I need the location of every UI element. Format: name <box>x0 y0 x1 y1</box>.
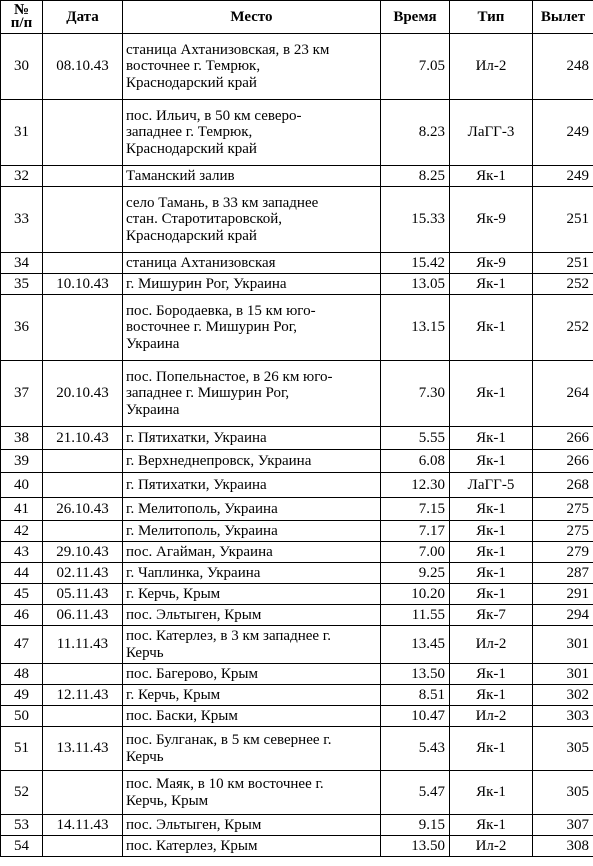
row-sortie: 251 <box>533 187 593 253</box>
row-number: 35 <box>1 274 43 295</box>
row-place <box>123 836 381 857</box>
row-number: 49 <box>1 685 43 706</box>
place-line: пос. Катерлез, в 3 км западнее г. <box>126 628 332 645</box>
row-place <box>123 295 381 361</box>
row-number: 30 <box>1 34 43 100</box>
row-date <box>43 187 123 253</box>
row-time: 8.23 <box>381 100 450 166</box>
row-place <box>123 542 381 563</box>
row-type: Як-7 <box>450 605 533 626</box>
row-number: 42 <box>1 521 43 542</box>
row-type: Як-1 <box>450 563 533 584</box>
row-number: 46 <box>1 605 43 626</box>
row-time: 5.55 <box>381 427 450 450</box>
row-number: 38 <box>1 427 43 450</box>
row-time: 5.47 <box>381 771 450 815</box>
table-row <box>1 187 593 253</box>
row-type: Як-1 <box>450 584 533 605</box>
row-date: 05.11.43 <box>43 584 123 605</box>
row-place <box>123 361 381 427</box>
row-number: 53 <box>1 815 43 836</box>
place-line: г. Мелитополь, Украина <box>126 500 278 517</box>
place-line: Керчь, Крым <box>126 792 209 809</box>
row-place <box>123 706 381 727</box>
row-time: 13.05 <box>381 274 450 295</box>
row-sortie: 252 <box>533 295 593 361</box>
table-row <box>1 361 593 427</box>
place-line: пос. Бородаевка, в 15 км юго- <box>126 302 316 319</box>
table-row <box>1 815 593 836</box>
row-date: 10.10.43 <box>43 274 123 295</box>
row-time: 15.33 <box>381 187 450 253</box>
row-date <box>43 706 123 727</box>
row-date <box>43 166 123 187</box>
row-number: 40 <box>1 473 43 498</box>
row-date <box>43 295 123 361</box>
table-row <box>1 836 593 857</box>
table-row <box>1 473 593 498</box>
row-date <box>43 664 123 685</box>
table-row <box>1 427 593 450</box>
place-line: западнее г. Темрюк, <box>126 124 253 141</box>
table-row <box>1 727 593 771</box>
row-place <box>123 664 381 685</box>
row-type: Як-1 <box>450 361 533 427</box>
row-type: Як-1 <box>450 542 533 563</box>
place-line: пос. Попельнастое, в 26 км юго- <box>126 368 333 385</box>
row-number: 47 <box>1 626 43 664</box>
row-type: Як-1 <box>450 771 533 815</box>
row-type: Ил-2 <box>450 626 533 664</box>
table-row <box>1 563 593 584</box>
place-line: пос. Маяк, в 10 км восточнее г. <box>126 776 324 793</box>
row-time: 7.00 <box>381 542 450 563</box>
row-type: Як-1 <box>450 166 533 187</box>
row-sortie: 303 <box>533 706 593 727</box>
header-number-line2: п/п <box>10 15 33 31</box>
place-line: Краснодарский край <box>126 74 257 91</box>
row-time: 9.15 <box>381 815 450 836</box>
row-sortie: 305 <box>533 771 593 815</box>
row-time: 9.25 <box>381 563 450 584</box>
row-number: 33 <box>1 187 43 253</box>
row-place <box>123 521 381 542</box>
row-date <box>43 771 123 815</box>
row-place <box>123 498 381 521</box>
row-sortie: 305 <box>533 727 593 771</box>
place-line: Керчь <box>126 644 164 661</box>
row-place <box>123 274 381 295</box>
row-type: Ил-2 <box>450 34 533 100</box>
place-line: село Тамань, в 33 км западнее <box>126 194 319 211</box>
row-time: 7.30 <box>381 361 450 427</box>
row-time: 8.51 <box>381 685 450 706</box>
row-place <box>123 427 381 450</box>
place-line: стан. Старотитаровской, <box>126 211 283 228</box>
row-sortie: 266 <box>533 450 593 473</box>
row-date: 08.10.43 <box>43 34 123 100</box>
place-line: г. Мелитополь, Украина <box>126 522 278 539</box>
row-type: Як-1 <box>450 727 533 771</box>
row-number: 54 <box>1 836 43 857</box>
header-number-line1: № <box>13 2 30 18</box>
row-number: 37 <box>1 361 43 427</box>
table-row <box>1 771 593 815</box>
header-sortie: Вылет <box>533 1 593 34</box>
row-sortie: 249 <box>533 166 593 187</box>
place-line: пос. Булганак, в 5 км севернее г. <box>126 732 332 749</box>
table-row <box>1 521 593 542</box>
row-time: 11.55 <box>381 605 450 626</box>
row-place <box>123 584 381 605</box>
row-sortie: 249 <box>533 100 593 166</box>
row-number: 41 <box>1 498 43 521</box>
row-place <box>123 100 381 166</box>
row-time: 7.05 <box>381 34 450 100</box>
place-line: г. Пятихатки, Украина <box>126 429 267 446</box>
row-sortie: 266 <box>533 427 593 450</box>
place-line: г. Верхнеднепровск, Украина <box>126 452 312 469</box>
row-time: 5.43 <box>381 727 450 771</box>
row-date <box>43 253 123 274</box>
row-sortie: 279 <box>533 542 593 563</box>
row-time: 15.42 <box>381 253 450 274</box>
row-number: 31 <box>1 100 43 166</box>
row-date <box>43 836 123 857</box>
row-type: Ил-2 <box>450 836 533 857</box>
place-line: пос. Катерлез, Крым <box>126 837 258 854</box>
row-place <box>123 450 381 473</box>
place-line: станица Ахтанизовская, в 23 км <box>126 41 330 58</box>
table-row <box>1 253 593 274</box>
row-sortie: 275 <box>533 498 593 521</box>
place-line: пос. Баски, Крым <box>126 707 238 724</box>
row-place <box>123 473 381 498</box>
row-time: 7.17 <box>381 521 450 542</box>
place-line: западнее г. Мишурин Рог, <box>126 385 290 402</box>
row-number: 51 <box>1 727 43 771</box>
table-row <box>1 498 593 521</box>
row-type: Як-1 <box>450 815 533 836</box>
table-header <box>1 1 593 34</box>
place-line: пос. Багерово, Крым <box>126 665 258 682</box>
table-row <box>1 542 593 563</box>
row-place <box>123 815 381 836</box>
row-type: Як-1 <box>450 521 533 542</box>
row-sortie: 307 <box>533 815 593 836</box>
row-sortie: 287 <box>533 563 593 584</box>
row-sortie: 291 <box>533 584 593 605</box>
row-number: 32 <box>1 166 43 187</box>
row-time: 10.20 <box>381 584 450 605</box>
row-sortie: 251 <box>533 253 593 274</box>
row-number: 50 <box>1 706 43 727</box>
row-time: 7.15 <box>381 498 450 521</box>
row-place <box>123 605 381 626</box>
row-type: Як-9 <box>450 187 533 253</box>
header-place: Место <box>123 1 381 34</box>
place-line: станица Ахтанизовская <box>126 254 276 271</box>
row-sortie: 264 <box>533 361 593 427</box>
table-row <box>1 605 593 626</box>
row-date: 13.11.43 <box>43 727 123 771</box>
row-date: 26.10.43 <box>43 498 123 521</box>
place-line: г. Чаплинка, Украина <box>126 564 261 581</box>
row-type: Ил-2 <box>450 706 533 727</box>
place-line: г. Керчь, Крым <box>126 686 221 703</box>
row-sortie: 275 <box>533 521 593 542</box>
table-row <box>1 166 593 187</box>
row-time: 13.50 <box>381 836 450 857</box>
place-line: восточнее г. Темрюк, <box>126 58 261 75</box>
row-place <box>123 253 381 274</box>
row-type: ЛаГГ-5 <box>450 473 533 498</box>
row-sortie: 308 <box>533 836 593 857</box>
place-line: Краснодарский край <box>126 140 257 157</box>
header-date: Дата <box>43 1 123 34</box>
header-number <box>1 1 43 34</box>
header-row <box>1 1 593 34</box>
place-line: восточнее г. Мишурин Рог, <box>126 319 297 336</box>
table-row <box>1 450 593 473</box>
row-time: 13.50 <box>381 664 450 685</box>
row-place <box>123 563 381 584</box>
row-date: 21.10.43 <box>43 427 123 450</box>
row-type: Як-9 <box>450 253 533 274</box>
table-row <box>1 100 593 166</box>
row-date: 14.11.43 <box>43 815 123 836</box>
row-date: 11.11.43 <box>43 626 123 664</box>
row-number: 52 <box>1 771 43 815</box>
row-sortie: 252 <box>533 274 593 295</box>
row-place <box>123 685 381 706</box>
row-date <box>43 473 123 498</box>
row-type: Як-1 <box>450 274 533 295</box>
row-place <box>123 166 381 187</box>
row-time: 8.25 <box>381 166 450 187</box>
table-row <box>1 584 593 605</box>
row-place <box>123 34 381 100</box>
row-place <box>123 727 381 771</box>
row-number: 39 <box>1 450 43 473</box>
row-type: Як-1 <box>450 450 533 473</box>
place-line: пос. Агайман, Украина <box>126 543 273 560</box>
row-sortie: 302 <box>533 685 593 706</box>
place-line: Украина <box>126 401 180 418</box>
row-number: 43 <box>1 542 43 563</box>
row-number: 44 <box>1 563 43 584</box>
row-sortie: 248 <box>533 34 593 100</box>
place-line: пос. Эльтыген, Крым <box>126 816 262 833</box>
place-line: пос. Ильич, в 50 км северо- <box>126 107 302 124</box>
row-number: 48 <box>1 664 43 685</box>
header-time: Время <box>381 1 450 34</box>
row-place <box>123 187 381 253</box>
table-row <box>1 34 593 100</box>
table-row <box>1 685 593 706</box>
row-sortie: 301 <box>533 664 593 685</box>
row-date <box>43 100 123 166</box>
place-line: г. Керчь, Крым <box>126 585 221 602</box>
table-row <box>1 664 593 685</box>
row-type: Як-1 <box>450 498 533 521</box>
place-line: г. Мишурин Рог, Украина <box>126 275 287 292</box>
row-number: 36 <box>1 295 43 361</box>
row-sortie: 294 <box>533 605 593 626</box>
place-line: Украина <box>126 335 180 352</box>
row-date <box>43 450 123 473</box>
row-date: 12.11.43 <box>43 685 123 706</box>
place-line: г. Пятихатки, Украина <box>126 476 267 493</box>
row-type: Як-1 <box>450 685 533 706</box>
row-date: 02.11.43 <box>43 563 123 584</box>
header-type: Тип <box>450 1 533 34</box>
row-place <box>123 626 381 664</box>
table-row <box>1 706 593 727</box>
table-row <box>1 295 593 361</box>
row-time: 12.30 <box>381 473 450 498</box>
row-place <box>123 771 381 815</box>
row-date: 20.10.43 <box>43 361 123 427</box>
row-sortie: 301 <box>533 626 593 664</box>
row-date <box>43 521 123 542</box>
place-line: Керчь <box>126 748 164 765</box>
row-time: 6.08 <box>381 450 450 473</box>
row-sortie: 268 <box>533 473 593 498</box>
row-type: ЛаГГ-3 <box>450 100 533 166</box>
table-row <box>1 626 593 664</box>
place-line: пос. Эльтыген, Крым <box>126 606 262 623</box>
row-time: 10.47 <box>381 706 450 727</box>
place-line: Краснодарский край <box>126 227 257 244</box>
place-line: Таманский залив <box>126 167 235 184</box>
table-body <box>1 34 593 857</box>
row-time: 13.45 <box>381 626 450 664</box>
row-type: Як-1 <box>450 295 533 361</box>
row-time: 13.15 <box>381 295 450 361</box>
row-number: 45 <box>1 584 43 605</box>
row-number: 34 <box>1 253 43 274</box>
row-date: 29.10.43 <box>43 542 123 563</box>
table-row <box>1 274 593 295</box>
row-type: Як-1 <box>450 427 533 450</box>
row-date: 06.11.43 <box>43 605 123 626</box>
row-type: Як-1 <box>450 664 533 685</box>
